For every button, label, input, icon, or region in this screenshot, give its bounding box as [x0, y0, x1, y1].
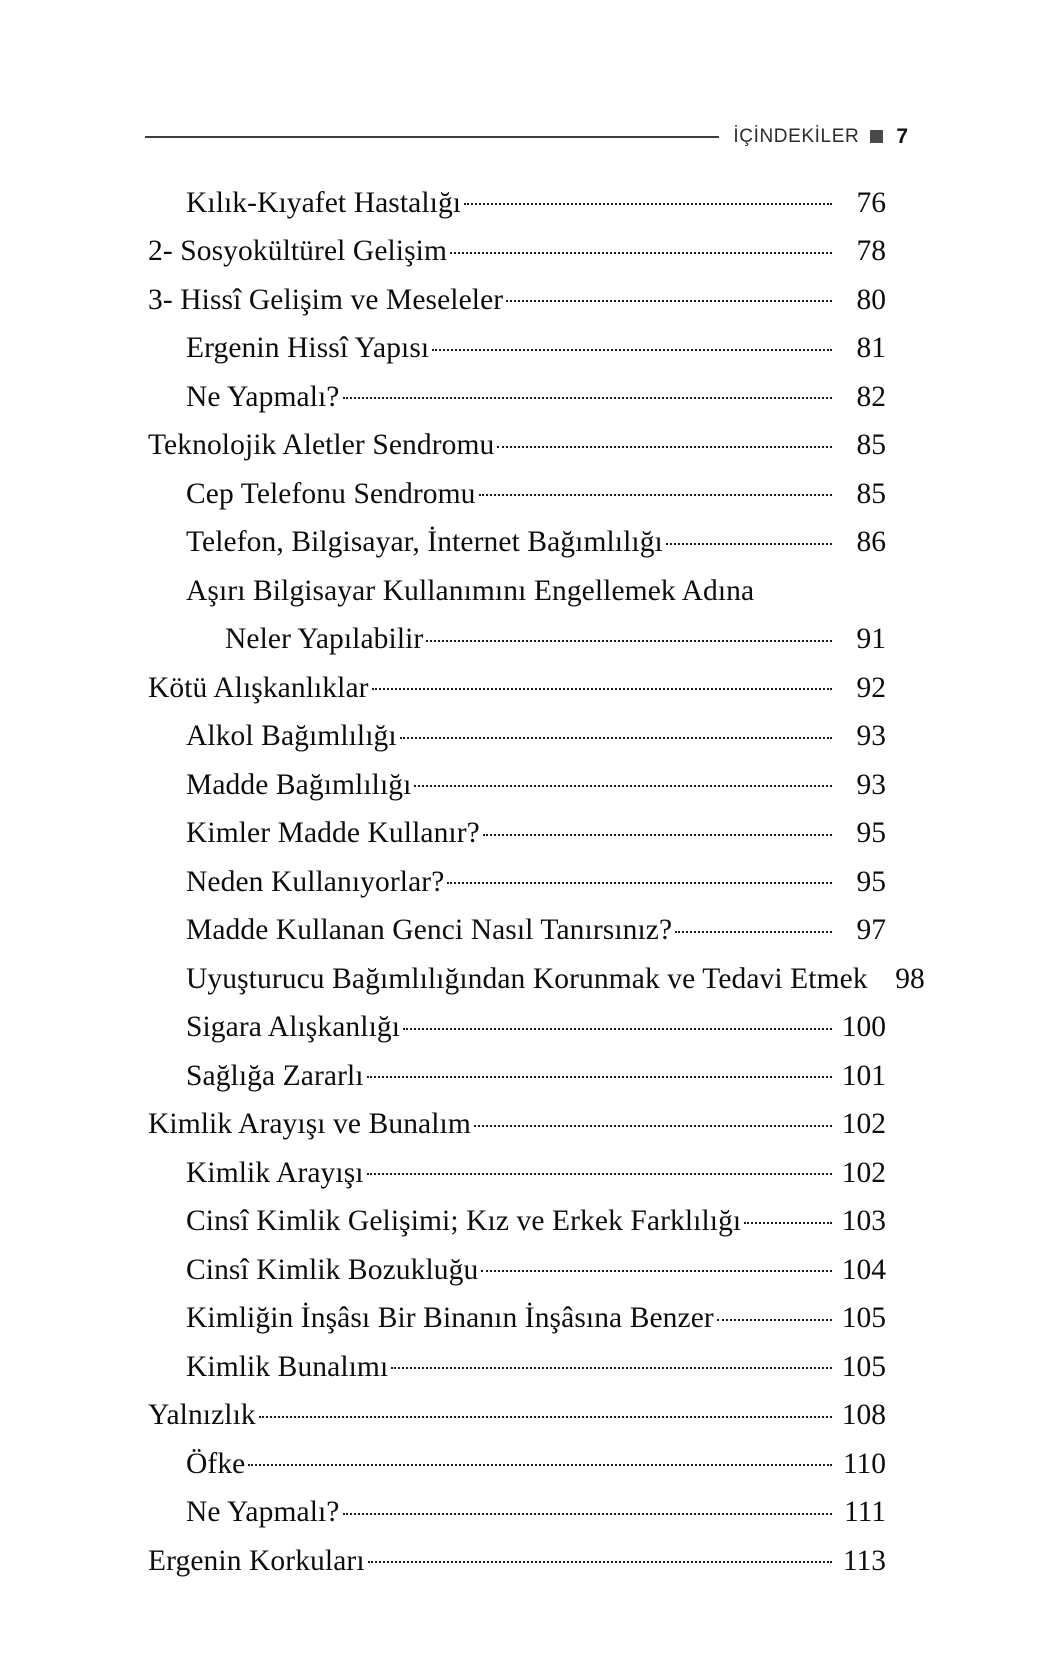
toc-entry-title: Kimlik Arayışı — [186, 1156, 364, 1189]
toc-dot-leader — [447, 861, 832, 891]
header-rule — [145, 136, 719, 138]
toc-entry-page-number: 105 — [841, 1350, 886, 1383]
toc-entry-title: Cinsî Kimlik Gelişimi; Kız ve Erkek Farklılığı — [186, 1205, 742, 1237]
toc-entry-page-number: 93 — [856, 720, 886, 752]
toc-entry-title: Telefon, Bilgisayar, İnternet Bağımlılığı — [186, 526, 663, 558]
toc-entry-page-number: 95 — [856, 817, 886, 849]
toc-entry-page-number: 108 — [841, 1399, 886, 1431]
toc-entry-page-number: 78 — [856, 235, 886, 267]
toc-entry-page-number: 102 — [841, 1108, 886, 1140]
toc-entry-title: Neden Kullanıyorlar? — [186, 865, 445, 898]
toc-entry-title: Sigara Alışkanlığı — [186, 1011, 401, 1043]
toc-dot-leader — [481, 1249, 832, 1279]
toc-dot-leader — [744, 1201, 832, 1231]
toc-dot-leader — [248, 1443, 832, 1473]
toc-entry[interactable] — [148, 231, 886, 280]
toc-entry-page-number: 80 — [856, 283, 886, 316]
toc-entry[interactable] — [148, 1346, 886, 1395]
toc-entry-title: Ergenin Korkuları — [148, 1544, 365, 1577]
toc-entry-title: Aşırı Bilgisayar Kullanımını Engellemek Adına — [186, 574, 755, 607]
toc-entry-title: Cinsî Kimlik Bozukluğu — [186, 1253, 479, 1286]
toc-entry-page-number: 95 — [856, 865, 886, 898]
toc-entry-title: Kötü Alışkanlıklar — [148, 671, 369, 704]
toc-entry-title: Madde Kullanan Genci Nasıl Tanırsınız? — [186, 914, 673, 946]
toc-dot-leader — [259, 1395, 832, 1425]
toc-dot-leader — [497, 425, 832, 455]
toc-entry[interactable] — [148, 1249, 886, 1298]
toc-dot-leader — [414, 764, 832, 794]
toc-entry-title: Yalnızlık — [148, 1399, 256, 1431]
toc-entry[interactable] — [148, 425, 886, 474]
toc-entry-page-number: 93 — [856, 768, 886, 801]
toc-entry[interactable] — [148, 1395, 886, 1444]
toc-entry-page-number: 82 — [856, 380, 886, 413]
toc-dot-leader — [391, 1346, 832, 1376]
toc-dot-leader — [343, 1492, 833, 1522]
toc-entry[interactable] — [148, 182, 886, 231]
toc-entry[interactable] — [148, 1152, 886, 1201]
toc-entry[interactable] — [148, 958, 925, 1007]
toc-entry-title: Sağlığa Zararlı — [186, 1059, 364, 1092]
toc-entry[interactable] — [148, 764, 886, 813]
toc-entry-title: Kılık-Kıyafet Hastalığı — [186, 186, 462, 219]
toc-entry-page-number: 111 — [843, 1496, 886, 1528]
toc-list — [148, 182, 925, 1589]
toc-dot-leader — [757, 570, 832, 600]
toc-entry-page-number: 97 — [856, 914, 886, 946]
toc-entry-page-number: 98 — [895, 962, 925, 995]
toc-entry-title: Kimlik Bunalımı — [186, 1350, 389, 1383]
toc-dot-leader — [464, 182, 832, 212]
toc-dot-leader — [368, 1540, 832, 1570]
toc-dot-leader — [666, 522, 832, 552]
toc-entry-page-number: 105 — [841, 1302, 886, 1334]
toc-entry-title: Alkol Bağımlılığı — [186, 720, 397, 752]
toc-entry[interactable] — [148, 328, 886, 377]
toc-entry-title: 3- Hissî Gelişim ve Meseleler — [148, 283, 504, 316]
toc-entry[interactable] — [148, 813, 886, 862]
toc-entry[interactable] — [148, 279, 886, 328]
toc-entry-title: Uyuşturucu Bağımlılığından Korunmak ve Tedavi Etmek — [186, 962, 868, 995]
toc-entry-page-number: 91 — [856, 623, 886, 655]
toc-entry-title: Kimliğin İnşâsı Bir Binanın İnşâsına Benzer — [186, 1302, 714, 1334]
toc-entry[interactable] — [148, 1055, 886, 1104]
toc-entry-title: Kimlik Arayışı ve Bunalım — [148, 1108, 471, 1140]
toc-entry[interactable] — [148, 1201, 886, 1250]
toc-dot-leader — [717, 1298, 832, 1328]
toc-dot-leader — [372, 667, 832, 697]
toc-entry-title: Öfke — [186, 1447, 246, 1480]
toc-entry[interactable] — [148, 861, 886, 910]
toc-entry-page-number: 101 — [841, 1059, 886, 1092]
toc-entry[interactable] — [148, 522, 886, 571]
toc-entry-page-number: 85 — [856, 477, 886, 510]
toc-entry-page-number: 110 — [842, 1447, 886, 1480]
toc-entry-page-number: 103 — [841, 1205, 886, 1237]
toc-entry[interactable] — [148, 1298, 886, 1347]
toc-entry-page-number: 92 — [856, 671, 886, 704]
toc-entry-page-number: 86 — [856, 526, 886, 558]
toc-entry-title: Madde Bağımlılığı — [186, 768, 412, 801]
toc-entry-title: Cep Telefonu Sendromu — [186, 477, 476, 510]
toc-entry[interactable] — [148, 376, 886, 425]
toc-dot-leader — [400, 716, 832, 746]
toc-entry[interactable] — [148, 667, 886, 716]
toc-entry-page-number: 102 — [841, 1156, 886, 1189]
toc-entry-page-number: 113 — [842, 1544, 886, 1577]
toc-dot-leader — [483, 813, 832, 843]
toc-entry-page-number: 104 — [841, 1253, 886, 1286]
toc-entry-title: Ergenin Hissî Yapısı — [186, 332, 430, 364]
toc-entry-title: Neler Yapılabilir — [225, 623, 424, 655]
square-bullet-icon — [870, 130, 883, 143]
toc-entry-page-number: 85 — [856, 429, 886, 461]
toc-entry[interactable] — [148, 570, 886, 619]
toc-dot-leader — [403, 1007, 832, 1037]
toc-entry[interactable] — [148, 910, 886, 959]
toc-entry-title: Ne Yapmalı? — [186, 380, 340, 413]
toc-entry-page-number: 81 — [856, 332, 886, 364]
toc-entry[interactable] — [148, 1492, 886, 1541]
toc-dot-leader — [474, 1104, 832, 1134]
toc-entry[interactable] — [148, 1540, 886, 1589]
toc-dot-leader — [367, 1152, 832, 1182]
toc-dot-leader — [343, 376, 833, 406]
toc-entry-title: 2- Sosyokültürel Gelişim — [148, 235, 448, 267]
toc-entry-page-number: 100 — [841, 1011, 886, 1043]
toc-dot-leader — [450, 231, 832, 261]
toc-dot-leader — [479, 473, 832, 503]
toc-entry-title: Teknolojik Aletler Sendromu — [148, 429, 495, 461]
toc-entry[interactable] — [148, 716, 886, 765]
toc-entry-page-number: 76 — [856, 186, 886, 219]
toc-entry[interactable] — [148, 1443, 886, 1492]
toc-entry-title: Ne Yapmalı? — [186, 1496, 340, 1528]
toc-dot-leader — [367, 1055, 832, 1085]
toc-entry[interactable] — [148, 473, 886, 522]
toc-dot-leader — [675, 910, 832, 940]
toc-entry-title: Kimler Madde Kullanır? — [186, 817, 480, 849]
toc-entry[interactable] — [148, 619, 886, 668]
toc-dot-leader — [432, 328, 832, 358]
toc-dot-leader — [426, 619, 832, 649]
header-page-number: 7 — [896, 125, 908, 148]
toc-entry[interactable] — [148, 1104, 886, 1153]
toc-entry[interactable] — [148, 1007, 886, 1056]
running-header — [145, 126, 908, 147]
toc-dot-leader — [506, 279, 832, 309]
header-title: İÇİNDEKİLER — [733, 126, 860, 147]
